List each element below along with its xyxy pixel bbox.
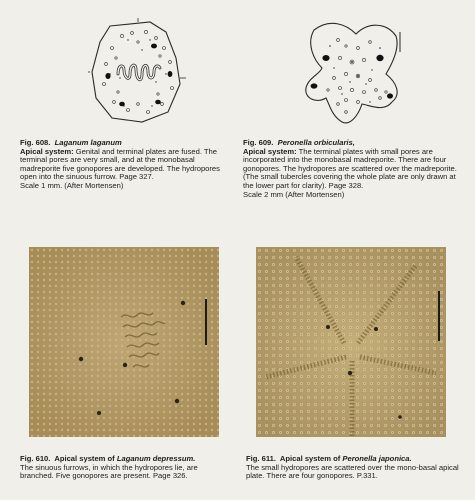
fig611-number: Fig. 611. [246,454,276,463]
fig609-scale: Scale 2 mm (After Mortensen) [243,189,345,199]
fig610-number: Fig. 610. [20,454,51,463]
fig610-scale-bar [205,299,207,345]
fig608-number: Fig. 608. [20,138,51,147]
fig610-photo-image [29,247,219,437]
fig608-apical [20,148,232,182]
fig609-apical [243,148,461,191]
fig608-scale: Scale 1 mm. (After Mortensen) [20,180,124,190]
fig610-caption [20,455,232,481]
fig610-text: The sinuous furrows, in which the hydropores lie, are branched. Five gonopores are present. Page 326. [20,462,198,481]
fig609-number: Fig. 609. [243,138,274,147]
fig609-apical-text: The terminal plates with small pores are incorporated into the monobasal madreporite. There are four gonopores. The hydropores are scattered over the madreporite. (The small tubercles covering the whole plate are only drawn at the lower part for clarity). Page 328. [243,146,457,190]
fig610-title: Apical system of [54,454,115,463]
fig608-drawing [88,18,188,128]
fig608-apical-text: Genital and terminal plates are fused. The terminal pores are very small, and at the monobasal madreporite five gonopores are developed. The hydropores open into the sinuous furrow. Page 327. [20,146,220,182]
fig611-photo [256,247,446,437]
fig608-caption [20,139,232,191]
fig611-photo-image [256,247,446,437]
fig609-apical-label: Apical system: [243,146,297,156]
fig611-caption [246,455,464,481]
fig608-apical-label: Apical system: [20,146,74,156]
fig611-species: Peronella japonica. [342,454,412,463]
fig611-scale-bar [438,291,440,341]
fig609-drawing [300,18,410,130]
fig610-species: Laganum depressum. [116,454,196,463]
fig610-photo [29,247,219,437]
fig611-text: The small hydropores are scattered over the mono-basal apical plate. There are four gonopores. P.331. [246,462,459,481]
fig611-title: Apical system of [279,454,341,463]
fig609-caption [243,139,461,199]
fig609-species: Peronella orbicularis, [277,138,355,147]
fig608-species: Laganum laganum [54,138,122,147]
